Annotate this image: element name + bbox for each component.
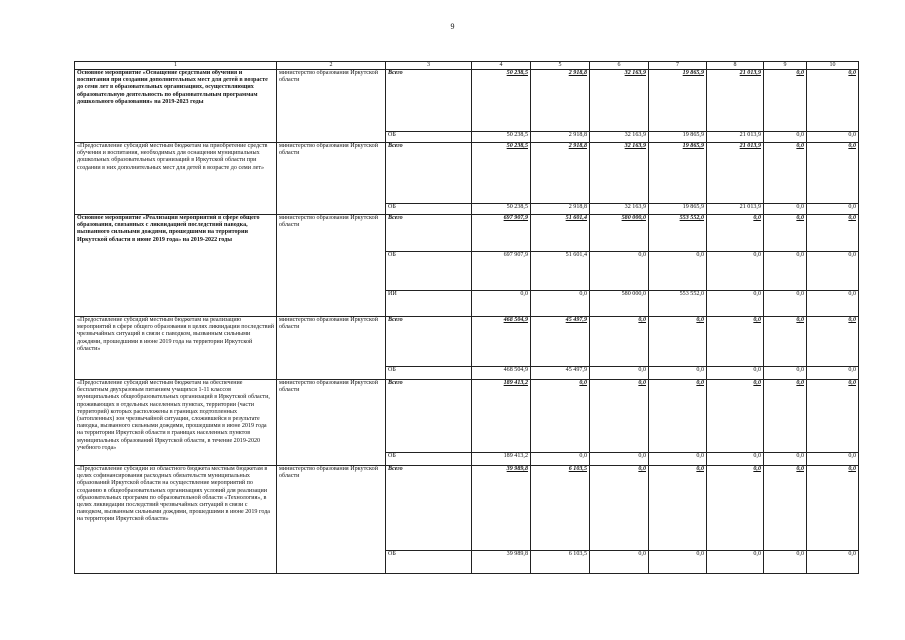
activity-name: «Предоставление субсидии из областного бюджета местным бюджетам в целях софинансирования расходных обязательств муниципальных образований Иркутской области на осуществление мероприятий по созданию в общеобразовательных организациях условий для реализации образовательных программ по образовательной области «Технология», в целях ликвидации последствий чрезвычайных ситуаций в связи с паводком, вызванным сильными дождями, прошедшими в июне 2019 года на территории Иркутской области»: [75, 466, 277, 574]
amount-cell: 50 238,5: [472, 132, 531, 143]
amount-cell: 2 918,8: [531, 204, 590, 215]
amount-cell: 0,0: [590, 466, 649, 551]
amount-cell: 0,0: [590, 380, 649, 453]
amount-cell: 0,0: [807, 551, 859, 574]
amount-cell: 21 013,9: [707, 143, 764, 204]
amount-cell: 0,0: [807, 143, 859, 204]
amount-cell: 0,0: [764, 252, 807, 291]
amount-cell: 0,0: [707, 466, 764, 551]
amount-cell: 0,0: [531, 453, 590, 466]
total-row: [75, 70, 859, 132]
amount-cell: 0,0: [807, 367, 859, 380]
amount-cell: 0,0: [764, 466, 807, 551]
amount-cell: 0,0: [764, 70, 807, 132]
page-number: 9: [450, 22, 455, 31]
amount-cell: 45 497,9: [531, 317, 590, 367]
amount-cell: 0,0: [764, 132, 807, 143]
header-cell: 1: [75, 62, 277, 70]
amount-cell: 0,0: [807, 132, 859, 143]
amount-cell: 0,0: [764, 204, 807, 215]
amount-cell: 0,0: [764, 551, 807, 574]
amount-cell: 39 989,8: [472, 466, 531, 551]
amount-cell: 468 504,9: [472, 367, 531, 380]
funding-source: ОБ: [386, 453, 472, 466]
header-cell: 8: [707, 62, 764, 70]
executor: министерство образования Иркутской области: [277, 215, 386, 317]
executor: министерство образования Иркутской области: [277, 317, 386, 380]
amount-cell: 0,0: [590, 252, 649, 291]
amount-cell: 39 989,8: [472, 551, 531, 574]
amount-cell: 0,0: [807, 291, 859, 317]
amount-cell: 0,0: [807, 215, 859, 252]
header-cell: 10: [807, 62, 859, 70]
amount-cell: 0,0: [649, 252, 707, 291]
amount-cell: 19 865,9: [649, 143, 707, 204]
activity-name: «Предоставление субсидий местным бюджетам на реализацию мероприятий в сфере общего образования в целях ликвидации последствий чрезвычайных ситуаций в связи с паводком, вызванным сильными дождями, прошедшими в июне 2019 года на территории Иркутской области»: [75, 317, 277, 380]
amount-cell: 6 103,5: [531, 466, 590, 551]
total-row: [75, 380, 859, 453]
amount-cell: 0,0: [764, 215, 807, 252]
amount-cell: 0,0: [531, 380, 590, 453]
amount-cell: 2 918,8: [531, 70, 590, 132]
amount-cell: 0,0: [807, 453, 859, 466]
amount-cell: 553 552,0: [649, 215, 707, 252]
header-cell: 3: [386, 62, 472, 70]
amount-cell: 0,0: [707, 215, 764, 252]
total-row: [75, 143, 859, 204]
funding-source: Всего: [386, 215, 472, 252]
header-cell: 7: [649, 62, 707, 70]
amount-cell: 0,0: [649, 367, 707, 380]
amount-cell: 6 103,5: [531, 551, 590, 574]
amount-cell: 189 413,2: [472, 453, 531, 466]
amount-cell: 0,0: [707, 317, 764, 367]
activity-name: Основное мероприятие «Реализация мероприятий в сфере общего образования, связанных с ликвидацией последствий паводка, вызванного сильными дождями, прошедшими на территории Иркутской области в июне 2019 года» на 2019-2022 годы: [75, 215, 277, 317]
funding-source: Всего: [386, 317, 472, 367]
amount-cell: 50 238,5: [472, 70, 531, 132]
amount-cell: 580 000,0: [590, 291, 649, 317]
executor: министерство образования Иркутской области: [277, 143, 386, 215]
amount-cell: 32 163,9: [590, 70, 649, 132]
amount-cell: 0,0: [764, 143, 807, 204]
header-cell: 9: [764, 62, 807, 70]
amount-cell: 0,0: [472, 291, 531, 317]
amount-cell: 0,0: [707, 291, 764, 317]
amount-cell: 0,0: [807, 317, 859, 367]
amount-cell: 50 238,5: [472, 204, 531, 215]
funding-source: Всего: [386, 380, 472, 453]
amount-cell: 0,0: [590, 551, 649, 574]
amount-cell: 0,0: [707, 380, 764, 453]
funding-source: Всего: [386, 466, 472, 551]
total-row: [75, 466, 859, 551]
amount-cell: 0,0: [807, 380, 859, 453]
amount-cell: 19 865,9: [649, 204, 707, 215]
amount-cell: 21 013,9: [707, 204, 764, 215]
amount-cell: 2 918,8: [531, 143, 590, 204]
amount-cell: 0,0: [764, 380, 807, 453]
amount-cell: 0,0: [707, 252, 764, 291]
funding-source: ОБ: [386, 132, 472, 143]
amount-cell: 0,0: [707, 551, 764, 574]
amount-cell: 0,0: [649, 453, 707, 466]
amount-cell: 21 013,9: [707, 132, 764, 143]
amount-cell: 19 865,9: [649, 132, 707, 143]
amount-cell: 697 907,9: [472, 252, 531, 291]
activity-name: «Предоставление субсидий местным бюджетам на приобретение средств обучения и воспитания, необходимых для оснащения муниципальных дошкольных образовательных организаций в Иркутской области при создании в них дополнительных мест для детей в возрасте до семи лет»: [75, 143, 277, 215]
amount-cell: 0,0: [590, 367, 649, 380]
amount-cell: 50 238,5: [472, 143, 531, 204]
amount-cell: 189 413,2: [472, 380, 531, 453]
amount-cell: 0,0: [807, 70, 859, 132]
amount-cell: 45 497,9: [531, 367, 590, 380]
amount-cell: 0,0: [807, 466, 859, 551]
budget-table: [74, 61, 859, 574]
header-row: [75, 62, 859, 70]
header-cell: 4: [472, 62, 531, 70]
amount-cell: 0,0: [707, 367, 764, 380]
total-row: [75, 317, 859, 367]
amount-cell: 0,0: [764, 453, 807, 466]
amount-cell: 468 504,9: [472, 317, 531, 367]
funding-source: ОБ: [386, 551, 472, 574]
amount-cell: 0,0: [649, 380, 707, 453]
funding-source: ОБ: [386, 204, 472, 215]
funding-source: Всего: [386, 143, 472, 204]
executor: министерство образования Иркутской области: [277, 380, 386, 466]
amount-cell: 0,0: [649, 466, 707, 551]
amount-cell: 0,0: [764, 317, 807, 367]
amount-cell: 0,0: [707, 453, 764, 466]
funding-source: Всего: [386, 70, 472, 132]
amount-cell: 0,0: [807, 252, 859, 291]
funding-source: ОБ: [386, 367, 472, 380]
header-cell: 2: [277, 62, 386, 70]
amount-cell: 553 552,0: [649, 291, 707, 317]
amount-cell: 19 865,9: [649, 70, 707, 132]
amount-cell: 32 163,9: [590, 143, 649, 204]
amount-cell: 32 163,9: [590, 204, 649, 215]
activity-name: «Предоставление субсидий местным бюджетам на обеспечение бесплатным двухразовым питанием учащихся 1-11 классов муниципальных общеобразовательных организаций в Иркутской области, проживающих в отдельных населенных пунктах, территории (части территорий) которых расположены в границах подтопленных (затопленных) зон чрезвычайной ситуации, сложившейся в результате паводка, вызванного сильными дождями, прошедшими в июне 2019 года на территории Иркутской области в границах населенных пунктов муниципальных образований Иркутской области, в течение 2019-2020 учебного года»: [75, 380, 277, 466]
amount-cell: 21 013,9: [707, 70, 764, 132]
header-cell: 5: [531, 62, 590, 70]
amount-cell: 0,0: [590, 453, 649, 466]
amount-cell: 2 918,8: [531, 132, 590, 143]
amount-cell: 580 000,0: [590, 215, 649, 252]
amount-cell: 0,0: [590, 317, 649, 367]
activity-name: Основное мероприятие «Оснащение средствами обучения и воспитания при создании дополнительных мест для детей в возрасте до семи лет в образовательных организациях, осуществляющих образовательную деятельность по образовательным программам дошкольного образования» на 2019-2023 годы: [75, 70, 277, 143]
funding-source: ОБ: [386, 252, 472, 291]
executor: министерство образования Иркутской области: [277, 70, 386, 143]
amount-cell: 51 601,4: [531, 252, 590, 291]
amount-cell: 0,0: [649, 551, 707, 574]
amount-cell: 697 907,9: [472, 215, 531, 252]
executor: министерство образования Иркутской области: [277, 466, 386, 574]
funding-source: ИИ: [386, 291, 472, 317]
amount-cell: 0,0: [649, 317, 707, 367]
header-cell: 6: [590, 62, 649, 70]
amount-cell: 0,0: [764, 291, 807, 317]
total-row: [75, 215, 859, 252]
amount-cell: 0,0: [531, 291, 590, 317]
amount-cell: 0,0: [807, 204, 859, 215]
amount-cell: 51 601,4: [531, 215, 590, 252]
amount-cell: 0,0: [764, 367, 807, 380]
amount-cell: 32 163,9: [590, 132, 649, 143]
